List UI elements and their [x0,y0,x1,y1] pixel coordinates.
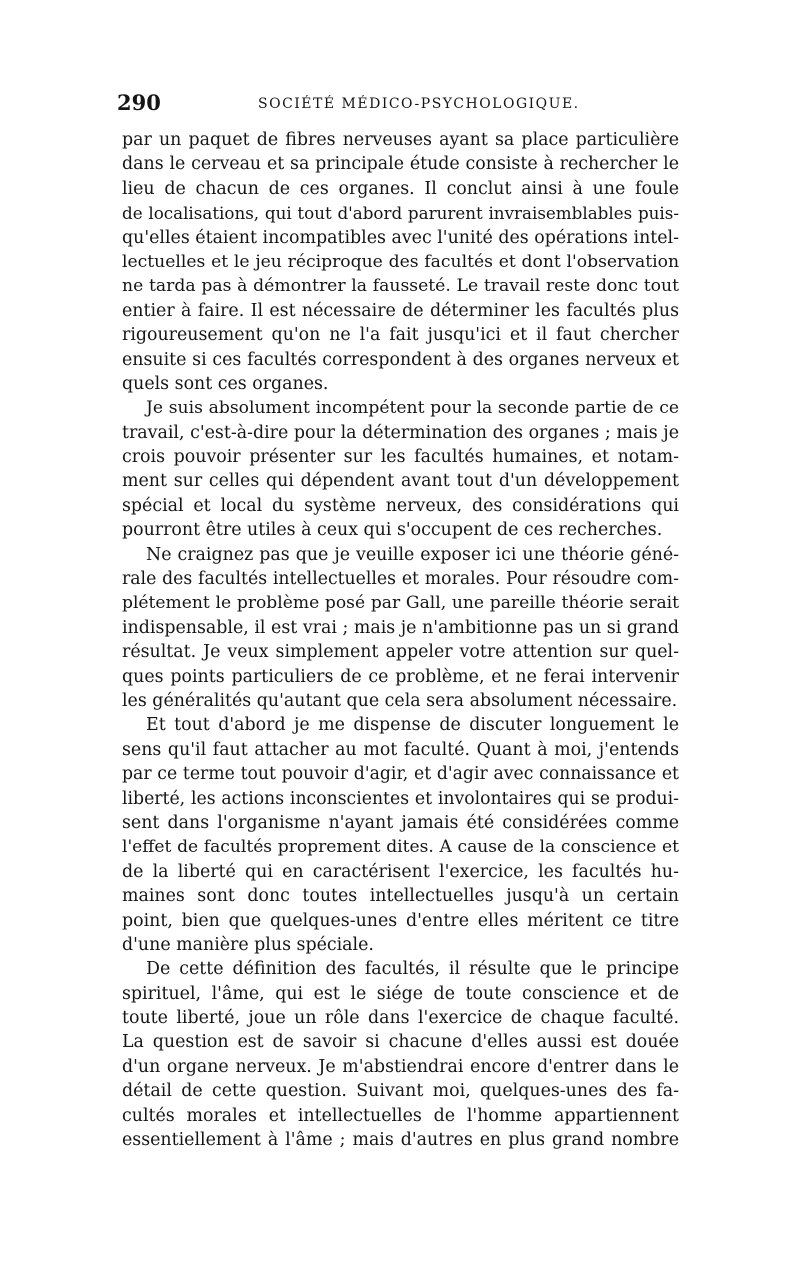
text-line: sens qu'il faut attacher au mot faculté. Quant à moi, j'entends [122,739,679,760]
text-line: toute liberté, joue un rôle dans l'exercice de chaque faculté. [122,1008,679,1029]
text-line: qu'elles étaient incompatibles avec l'unité des opérations intel- [122,227,679,248]
text-line: de localisations, qui tout d'abord parurent invraisemblables puis- [122,203,679,224]
text-line: plétement le problème posé par Gall, une pareille théorie serait [122,593,679,614]
text-line: sent dans l'organisme n'ayant jamais été considérées comme [122,812,679,833]
text-line: lieu de chacun de ces organes. Il conclut ainsi à une foule [122,178,679,199]
text-line: d'un organe nerveux. Je m'abstiendrai encore d'entrer dans le [122,1056,679,1077]
text-line: spirituel, l'âme, qui est le siége de toute conscience et de [122,983,679,1004]
running-head [0,90,800,120]
text-line: La question est de savoir si chacune d'elles aussi est douée [122,1032,679,1053]
text-line: détail de cette question. Suivant moi, quelques-unes des fa- [122,1081,679,1102]
text-line: dans le cerveau et sa principale étude consiste à rechercher le [122,154,679,175]
text-line: point, bien que quelques-unes d'entre elles méritent ce titre [122,910,679,931]
text-line: ment sur celles qui dépendent avant tout d'un développement [122,471,679,492]
text-line: liberté, les actions inconscientes et involontaires qui se produi- [122,788,679,809]
text-line: crois pouvoir présenter sur les facultés humaines, et notam- [122,447,679,468]
text-line: cultés morales et intellectuelles de l'homme appartiennent [122,1105,679,1126]
text-line: ques points particuliers de ce problème, et ne ferai intervenir [122,666,679,687]
text-line: pourront être utiles à ceux qui s'occupent de ces recherches. [122,520,663,541]
text-line: entier à faire. Il est nécessaire de déterminer les facultés plus [122,300,679,321]
paragraph-first-line: Et tout d'abord je me dispense de discuter longuement le [146,715,679,736]
text-line: ensuite si ces facultés correspondent à des organes nerveux et [122,349,679,370]
text-line: maines sont donc toutes intellectuelles jusqu'à un certain [122,886,679,907]
text-line: les généralités qu'autant que cela sera absolument nécessaire. [122,690,678,711]
text-line: lectuelles et le jeu réciproque des facultés et dont l'observation [122,251,679,272]
text-line: résultat. Je veux simplement appeler votre attention sur quel- [122,642,679,663]
text-line: par un paquet de fibres nerveuses ayant sa place particulière [122,130,679,150]
paragraph-first-line: Ne craignez pas que je veuille exposer ici une théorie géné- [146,544,679,565]
text-line: indispensable, il est vrai ; mais je n'ambitionne pas un si grand [122,617,679,638]
text-line: spécial et local du système nerveux, des considérations qui [122,495,679,516]
body-text [122,128,679,1152]
text-line: rale des facultés intellectuelles et morales. Pour résoudre com- [122,569,679,590]
text-line: l'effet de facultés proprement dites. A cause de la conscience et [122,837,679,858]
text-line: d'une manière plus spéciale. [122,934,374,955]
text-line: quels sont ces organes. [122,373,329,394]
text-line: rigoureusement qu'on ne l'a fait jusqu'ici et il faut chercher [122,325,679,346]
page-number: 290 [117,90,161,115]
text-line: ne tarda pas à démontrer la fausseté. Le travail reste donc tout [122,276,679,297]
paragraph-first-line: Je suis absolument incompétent pour la seconde partie de ce [146,398,679,419]
paragraph-first-line: De cette définition des facultés, il résulte que le principe [146,959,679,980]
text-line: travail, c'est-à-dire pour la détermination des organes ; mais je [122,422,679,443]
text-line: de la liberté qui en caractérisent l'exercice, les facultés hu- [122,861,679,882]
text-line: par ce terme tout pouvoir d'agir, et d'agir avec connaissance et [122,764,679,785]
running-title: SOCIÉTÉ MÉDICO-PSYCHOLOGIQUE. [258,96,580,112]
text-line: essentiellement à l'âme ; mais d'autres en plus grand nombre [122,1130,679,1151]
